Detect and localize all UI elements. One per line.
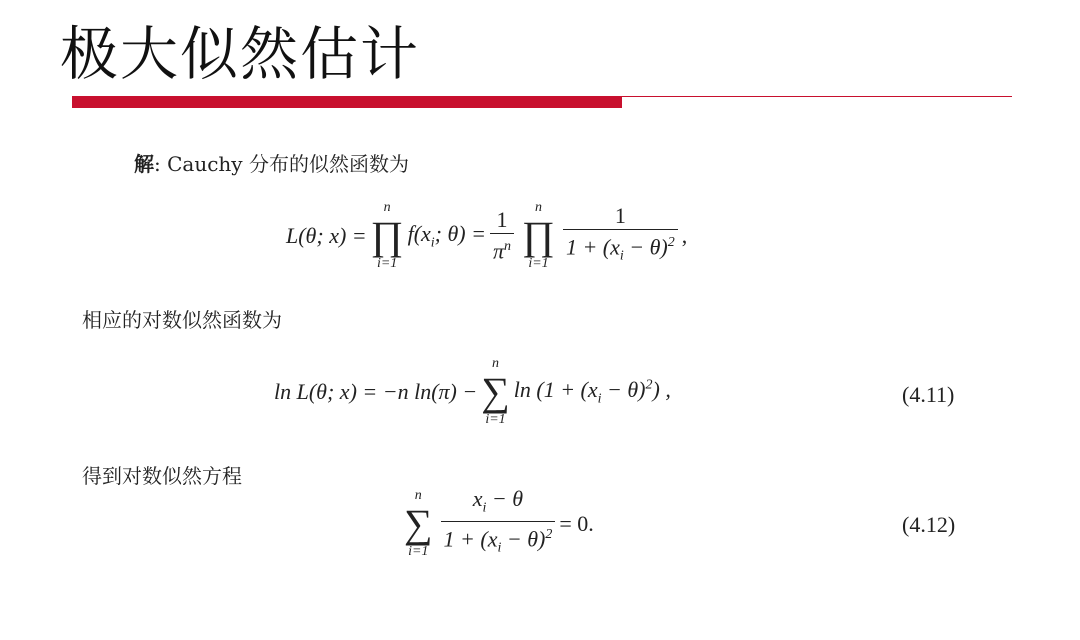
eq3-num: x — [472, 486, 483, 511]
eq1-lhs: L(θ; x) = — [286, 223, 367, 248]
eq1-frac1-den: π — [492, 238, 505, 264]
eq1-tail: , — [681, 223, 688, 248]
eq2-sum-lower: i=1 — [485, 412, 506, 427]
title-underline-thin — [622, 96, 1012, 97]
eq1-frac2-den-tail: − θ) — [623, 233, 668, 259]
solution-text: : Cauchy 分布的似然函数为 — [154, 152, 409, 176]
eq3-rhs: = 0. — [559, 511, 594, 537]
likelihood-score-equation — [400, 486, 594, 562]
eq2-sum-upper: n — [491, 356, 499, 371]
eq1-frac2-num: 1 — [614, 202, 626, 228]
eq1-mid-tail: ; θ) = — [434, 220, 486, 246]
title-underline-thick — [72, 96, 622, 108]
eq1-prod1-symbol: ∏ — [370, 213, 404, 258]
eq3-den-sup: 2 — [545, 527, 553, 543]
log-likelihood-equation — [274, 356, 671, 428]
eq1-frac1-den-sup: n — [504, 239, 512, 255]
eq3-num-tail: − θ — [486, 486, 524, 511]
eq1-mid: f(x — [407, 220, 431, 246]
eq3-den: 1 + (x — [443, 526, 498, 552]
eq3-number: (4.12) — [902, 512, 956, 537]
eq1-mid-sub: i — [430, 235, 435, 251]
eq3-sum — [404, 488, 433, 560]
eq1-prod2-upper: n — [534, 200, 542, 215]
eq3-num-sub: i — [482, 500, 487, 516]
eq1-prod2-lower: i=1 — [528, 256, 549, 271]
eq1-product-1 — [371, 200, 404, 272]
eq1-frac2-den: 1 + (x — [565, 233, 620, 259]
eq1-prod1-upper: n — [383, 200, 391, 215]
solution-line — [134, 150, 409, 178]
eq2-number: (4.11) — [902, 382, 955, 407]
eq2-sum — [481, 356, 510, 428]
likelihood-equation — [286, 200, 687, 272]
equation-intro: 得到对数似然方程 — [82, 464, 242, 488]
eq2-lhs: ln L(θ; x) = −n ln(π) − — [274, 379, 478, 404]
eq1-frac2-den-sub: i — [619, 248, 624, 264]
eq3-den-sub: i — [497, 541, 502, 557]
eq1-fraction-1 — [490, 207, 514, 264]
eq1-prod2-symbol: ∏ — [522, 213, 555, 258]
eq3-fraction — [441, 486, 556, 562]
eq2-body-sup: 2 — [645, 377, 653, 393]
eq3-sum-symbol: ∑ — [404, 501, 433, 547]
eq3-sum-lower: i=1 — [408, 544, 429, 560]
eq2-sum-symbol: ∑ — [481, 369, 510, 414]
eq2-body-close: ) , — [652, 376, 671, 402]
eq1-prod1-lower: i=1 — [376, 256, 398, 271]
slide-title: 极大似然估计 — [60, 20, 421, 88]
eq2-body-sub: i — [597, 391, 602, 407]
eq3-den-tail: − θ) — [501, 526, 546, 552]
solution-label: 解 — [134, 152, 154, 176]
eq2-body-tail: − θ) — [601, 376, 646, 402]
eq1-frac1-num: 1 — [496, 207, 508, 233]
eq1-product-2 — [522, 200, 555, 272]
eq2-body: ln (1 + (x — [513, 376, 598, 402]
eq1-frac2-den-sup: 2 — [667, 234, 675, 250]
log-likelihood-intro: 相应的对数似然函数为 — [82, 308, 282, 332]
eq1-fraction-2 — [563, 203, 678, 270]
eq3-sum-upper: n — [414, 488, 422, 504]
